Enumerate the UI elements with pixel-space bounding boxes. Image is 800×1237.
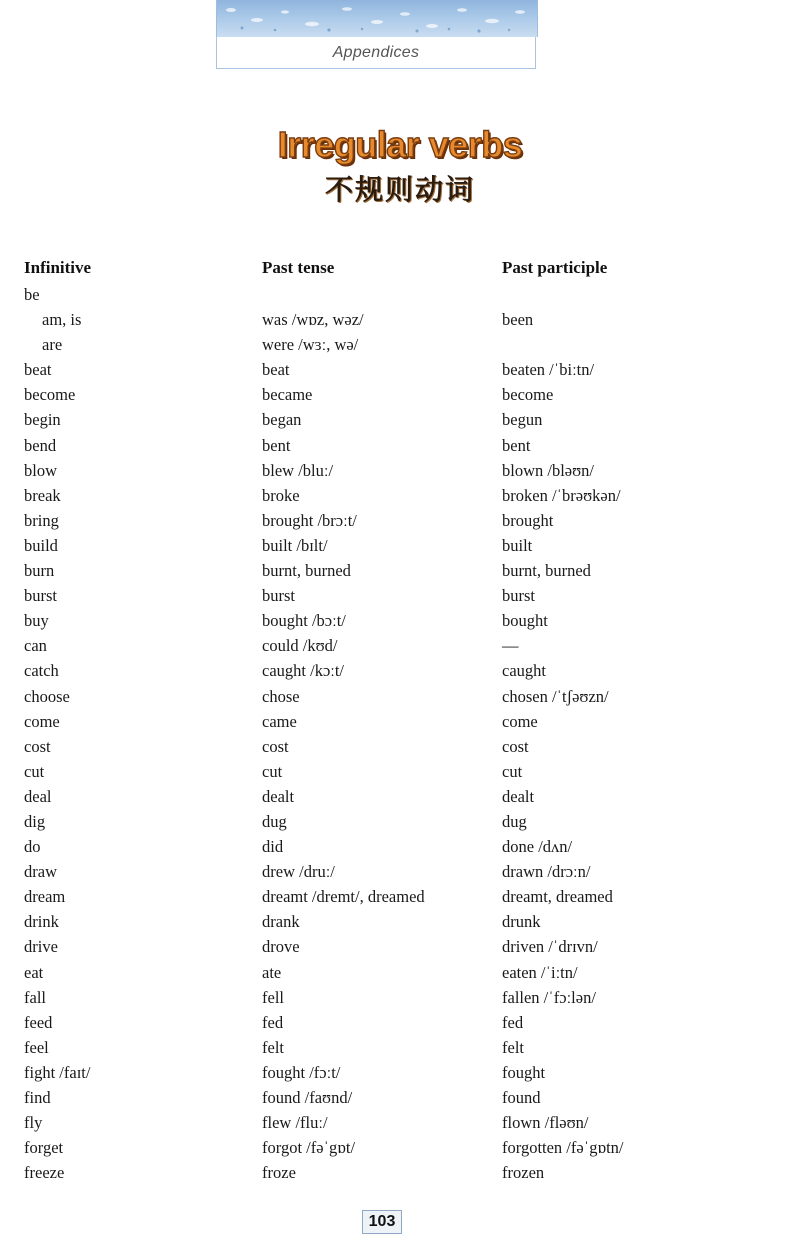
infinitive-cell: cost (24, 736, 51, 756)
infinitive-cell: burst (24, 586, 57, 606)
header-banner-image (216, 0, 538, 37)
table-row (0, 635, 800, 660)
infinitive-cell: become (24, 385, 76, 405)
table-row (0, 1087, 800, 1112)
table-row (0, 535, 800, 560)
table-row (0, 309, 800, 334)
infinitive-cell: buy (24, 611, 49, 631)
table-row (0, 962, 800, 987)
infinitive-cell: burn (24, 561, 55, 581)
infinitive-cell: drive (24, 937, 58, 957)
past-participle-cell: beaten /ˈbiːtn/ (502, 360, 595, 380)
past-tense-cell: burnt, burned (262, 561, 351, 581)
infinitive-cell: find (24, 1088, 51, 1107)
infinitive-cell: begin (24, 410, 61, 430)
past-participle-cell: dreamt, dreamed (502, 887, 613, 907)
table-row (0, 686, 800, 711)
past-participle-cell: flown /fləʊn/ (502, 1113, 589, 1133)
infinitive-cell: fly (24, 1113, 43, 1133)
past-tense-cell: ate (262, 962, 282, 982)
table-row (0, 585, 800, 610)
table-row (0, 1062, 800, 1087)
past-participle-cell: fallen /ˈfɔːlən/ (502, 987, 596, 1007)
past-participle-cell: bent (502, 435, 531, 455)
column-header-infinitive: Infinitive (24, 258, 92, 277)
column-header-past-tense: Past tense (262, 258, 335, 277)
infinitive-cell: forget (24, 1138, 64, 1158)
past-participle-cell: dug (502, 811, 527, 831)
past-participle-cell: driven /ˈdrɪvn/ (502, 937, 598, 957)
past-participle-cell: burst (502, 586, 535, 606)
past-tense-cell: were /wɜː, wə/ (262, 335, 359, 355)
past-participle-cell: felt (502, 1037, 524, 1057)
past-participle-cell: chosen /ˈtʃəʊzn/ (502, 686, 609, 706)
past-participle-cell: begun (502, 410, 543, 430)
table-row (0, 435, 800, 460)
infinitive-cell: are (42, 335, 63, 355)
infinitive-cell: build (24, 535, 58, 555)
infinitive-cell: bring (24, 510, 59, 530)
table-row (0, 460, 800, 485)
past-participle-cell: become (502, 385, 554, 405)
past-tense-cell: was /wɒz, wəz/ (262, 310, 364, 330)
section-label: Appendices (332, 43, 420, 61)
past-tense-cell: became (262, 385, 313, 405)
table-row (0, 936, 800, 961)
infinitive-cell: freeze (24, 1163, 65, 1183)
past-participle-cell: fought (502, 1062, 546, 1082)
table-row (0, 284, 800, 309)
past-tense-cell: could /kʊd/ (262, 636, 338, 656)
infinitive-cell: catch (24, 661, 59, 681)
section-header (216, 37, 536, 69)
table-row (0, 861, 800, 886)
past-participle-cell: broken /ˈbrəʊkən/ (502, 485, 621, 505)
table-row (0, 560, 800, 585)
past-tense-cell: dealt (262, 786, 295, 806)
infinitive-cell: break (24, 485, 61, 505)
past-participle-cell: done /dʌn/ (502, 837, 573, 857)
past-participle-cell: come (502, 711, 538, 731)
table-row (0, 409, 800, 434)
past-participle-cell: drunk (502, 912, 541, 932)
past-participle-cell: bought (502, 611, 548, 631)
table-row (0, 510, 800, 535)
table-row (0, 1162, 800, 1187)
past-tense-cell: bought /bɔːt/ (262, 611, 346, 631)
past-tense-cell: dug (262, 811, 287, 831)
past-tense-cell: began (262, 410, 302, 430)
past-tense-cell: fell (262, 987, 284, 1007)
table-row (0, 610, 800, 635)
infinitive-cell: be (24, 285, 40, 304)
infinitive-cell: dig (24, 811, 46, 831)
past-tense-cell: chose (262, 686, 300, 706)
past-participle-cell: cut (502, 761, 523, 781)
infinitive-cell: draw (24, 862, 57, 882)
past-tense-cell: bent (262, 435, 291, 455)
past-tense-cell: fought /fɔːt/ (262, 1062, 341, 1082)
infinitive-cell: eat (24, 962, 44, 982)
infinitive-cell: can (24, 636, 47, 656)
infinitive-cell: dream (24, 887, 66, 907)
past-tense-cell: brought /brɔːt/ (262, 510, 357, 530)
past-participle-cell: eaten /ˈiːtn/ (502, 962, 578, 982)
table-row (0, 736, 800, 761)
infinitive-cell: fall (24, 987, 46, 1007)
past-tense-cell: froze (262, 1163, 296, 1183)
table-row (0, 987, 800, 1012)
past-tense-cell: did (262, 837, 284, 857)
past-tense-cell: dreamt /dremt/, dreamed (262, 887, 425, 907)
past-tense-cell: drove (262, 937, 300, 957)
past-tense-cell: flew /fluː/ (262, 1113, 328, 1133)
table-row (0, 1137, 800, 1162)
table-row (0, 1012, 800, 1037)
table-row (0, 886, 800, 911)
past-tense-cell: cost (262, 736, 289, 756)
past-tense-cell: built /bɪlt/ (262, 535, 328, 555)
past-participle-cell: dealt (502, 786, 535, 806)
infinitive-cell: cut (24, 761, 45, 781)
past-tense-cell: felt (262, 1037, 284, 1057)
column-header-past-participle: Past participle (502, 258, 608, 277)
infinitive-cell: beat (24, 360, 52, 380)
past-participle-cell: fed (502, 1012, 524, 1032)
table-row (0, 485, 800, 510)
table-row (0, 359, 800, 384)
infinitive-cell: blow (24, 460, 57, 480)
past-participle-cell: brought (502, 510, 554, 530)
infinitive-cell: am, is (42, 310, 82, 330)
past-tense-cell: broke (262, 485, 300, 505)
past-participle-cell: drawn /drɔːn/ (502, 862, 591, 882)
infinitive-cell: bend (24, 435, 57, 455)
infinitive-cell: come (24, 711, 60, 731)
past-participle-cell: frozen (502, 1163, 545, 1183)
past-tense-cell: drew /druː/ (262, 862, 335, 882)
past-participle-cell: blown /bləʊn/ (502, 460, 595, 480)
past-participle-cell: found (502, 1088, 541, 1107)
infinitive-cell: feel (24, 1037, 49, 1057)
verb-table (0, 284, 800, 1187)
page-number: 103 (362, 1210, 402, 1234)
page-subtitle: 不规则动词 (324, 173, 475, 206)
infinitive-cell: deal (24, 786, 52, 806)
table-row (0, 1112, 800, 1137)
past-participle-cell: been (502, 310, 534, 330)
infinitive-cell: fight /faɪt/ (24, 1062, 91, 1082)
past-tense-cell: fed (262, 1012, 284, 1032)
past-participle-cell: — (502, 636, 519, 656)
table-row (0, 711, 800, 736)
past-participle-cell: cost (502, 736, 529, 756)
past-participle-cell: forgotten /fəˈgɒtn/ (502, 1138, 624, 1158)
table-row (0, 384, 800, 409)
infinitive-cell: choose (24, 686, 70, 706)
infinitive-cell: feed (24, 1012, 53, 1032)
past-tense-cell: found /faʊnd/ (262, 1088, 353, 1107)
page-title: Irregular verbs (277, 124, 523, 165)
past-tense-cell: caught /kɔːt/ (262, 661, 345, 681)
table-row (0, 761, 800, 786)
table-row (0, 1037, 800, 1062)
past-tense-cell: came (262, 711, 297, 731)
past-tense-cell: beat (262, 360, 290, 380)
past-tense-cell: drank (262, 912, 300, 932)
table-row (0, 334, 800, 359)
past-tense-cell: blew /bluː/ (262, 460, 334, 480)
table-row (0, 811, 800, 836)
past-tense-cell: cut (262, 761, 283, 781)
infinitive-cell: drink (24, 912, 59, 932)
table-row (0, 786, 800, 811)
past-tense-cell: burst (262, 586, 295, 606)
past-tense-cell: forgot /fəˈgɒt/ (262, 1138, 356, 1158)
table-row (0, 660, 800, 685)
past-participle-cell: burnt, burned (502, 561, 591, 581)
past-participle-cell: caught (502, 661, 546, 681)
table-row (0, 836, 800, 861)
infinitive-cell: do (24, 837, 41, 857)
past-participle-cell: built (502, 535, 533, 555)
table-row (0, 911, 800, 936)
